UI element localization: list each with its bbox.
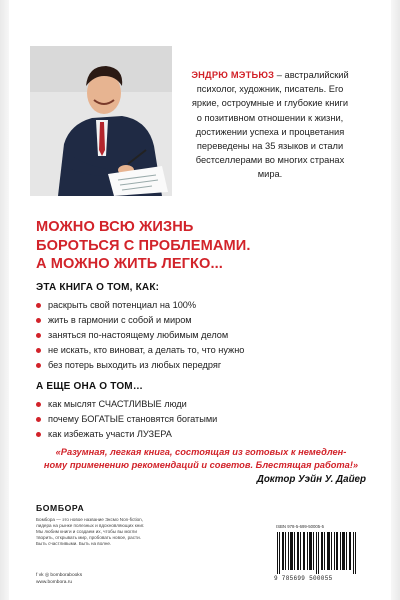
- bullet-icon: [36, 318, 41, 323]
- author-name: ЭНДРЮ МЭТЬЮЗ: [191, 70, 275, 80]
- bullet-icon: [36, 348, 41, 353]
- more-title: А ЕЩЕ ОНА О ТОМ…: [36, 381, 144, 392]
- author-bio: [180, 68, 360, 182]
- barcode-icon: [276, 532, 358, 574]
- author-photo: [30, 46, 172, 196]
- bio-line: яркие, остроумные и глубокие книги: [191, 98, 349, 109]
- bullet-icon: [36, 363, 41, 368]
- bullet-icon: [36, 432, 41, 437]
- bio-line: бестселлерами во многих странах: [195, 155, 345, 166]
- barcode-digits: 9 785699 500055: [274, 575, 333, 582]
- right-edge-shadow: [391, 0, 400, 600]
- bio-line: мира.: [257, 169, 283, 180]
- facebook-icon: f: [36, 573, 38, 578]
- publisher-logo: БОМБОРА: [36, 503, 85, 513]
- bullet-icon: [36, 402, 41, 407]
- headline-line: А МОЖНО ЖИТЬ ЛЕГКО...: [36, 256, 223, 273]
- isbn-label: ISBN 978-5-699-50005-5: [276, 524, 325, 529]
- book-back-cover: [9, 0, 391, 600]
- headline-line: БОРОТЬСЯ С ПРОБЛЕМАМИ.: [36, 237, 251, 254]
- left-edge-shadow: [0, 0, 9, 600]
- list-item: заняться по-настоящему любимым делом: [36, 328, 244, 343]
- review-quote: [36, 446, 366, 471]
- list-item: почему БОГАТЫЕ становятся богатыми: [36, 412, 217, 427]
- bio-line: о позитивном отношении к жизни,: [196, 112, 344, 123]
- social-links: f vk ◎ bomborabooks: [36, 573, 83, 578]
- about-title: ЭТА КНИГА О ТОМ, КАК:: [36, 282, 160, 293]
- list-item: жить в гармонии с собой и миром: [36, 313, 244, 328]
- publisher-description: Бомбора — это новое название Эксмо Non-fiction, лидера на рынке полезных и вдохновляющих книг. Мы любим книги и создаем их, чтобы вы могли творить, открывать мир, пробовать новое, расти. Быть счастливыми. Быть на волне.: [36, 517, 145, 546]
- headline-line: МОЖНО ВСЮ ЖИЗНЬ: [36, 219, 194, 235]
- bullet-icon: [36, 333, 41, 338]
- vk-icon: vk: [38, 573, 44, 578]
- quote-line: ному применению рекомендаций и советов. Блестящая работа!»: [43, 459, 359, 470]
- list-item: как мыслят СЧАСТЛИВЫЕ люди: [36, 397, 217, 412]
- quote-line: «Разумная, легкая книга, состоящая из готовых к немедлен-: [55, 447, 347, 457]
- list-item: как избежать участи ЛУЗЕРА: [36, 427, 217, 442]
- instagram-icon: ◎: [44, 573, 50, 578]
- more-list: [36, 397, 217, 442]
- about-list: [36, 298, 244, 373]
- quote-author: Доктор Уэйн У. Дайер: [256, 474, 366, 485]
- bio-line: достижении успеха и процветания: [195, 126, 345, 137]
- bio-line: ЭНДРЮ МЭТЬЮЗ – австралийский: [191, 70, 349, 80]
- list-item: без потерь выходить из любых передряг: [36, 358, 244, 373]
- list-item: не искать, кто виноват, а делать то, что нужно: [36, 343, 244, 358]
- bio-line: психолог, художник, писатель. Его: [196, 84, 344, 95]
- publisher-site: www.bombora.ru: [36, 580, 72, 585]
- bullet-icon: [36, 303, 41, 308]
- bullet-icon: [36, 417, 41, 422]
- bio-line: переведены на 35 языков и стали: [196, 141, 344, 152]
- headline: [36, 218, 366, 274]
- list-item: раскрыть свой потенциал на 100%: [36, 298, 244, 313]
